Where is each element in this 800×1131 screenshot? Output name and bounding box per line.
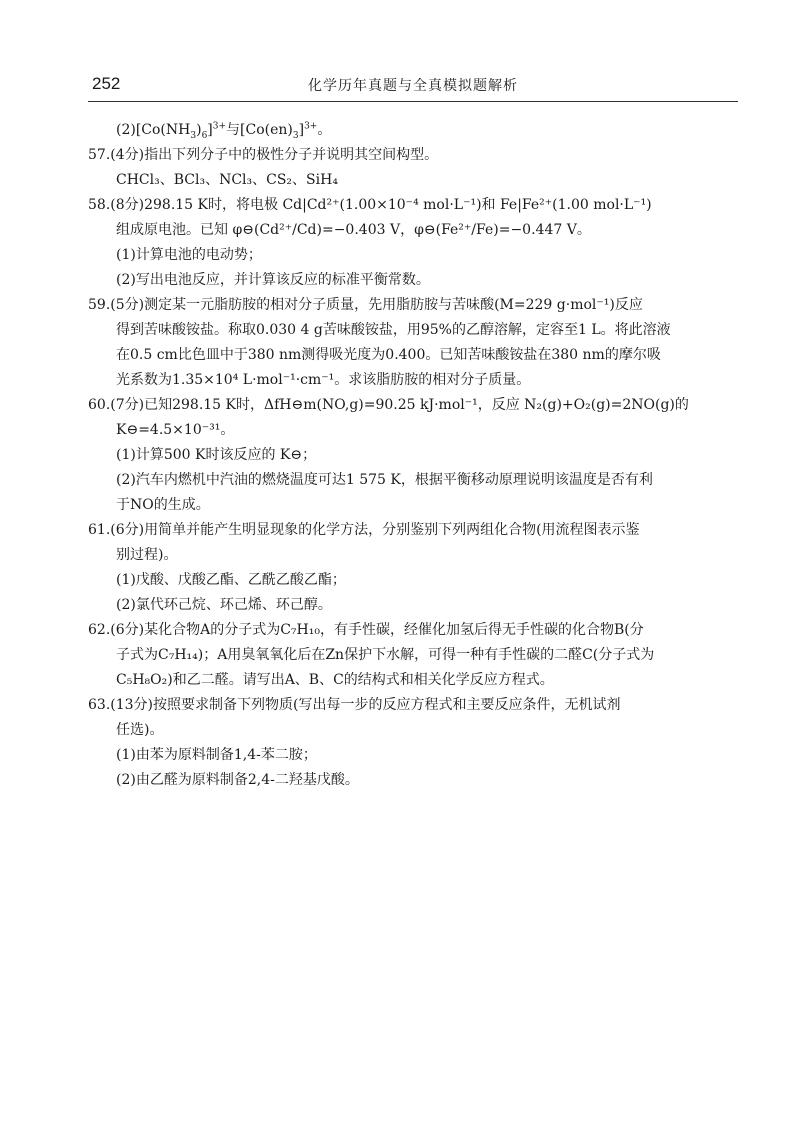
question-60-line-1: 60.(7分)已知298.15 K时，ΔfH⊖m(NO,g)=90.25 kJ·mol⁻¹，反应 N₂(g)+O₂(g)=2NO(g)的 — [88, 397, 689, 413]
question-63-line-1: 63.(13分)按照要求制备下列物质(写出每一步的反应方程式和主要反应条件，无机试剂 — [88, 697, 621, 713]
question-59-line-2: 得到苦味酸铵盐。称取0.030 4 g苦味酸铵盐，用95%的乙醇溶解，定容至1 L。将此溶液 — [116, 322, 671, 338]
header-rule — [88, 101, 738, 102]
question-61-part-1: (1)戊酸、戊酸乙酯、乙酰乙酸乙酯； — [116, 572, 346, 588]
question-63-part-2: (2)由乙醛为原料制备2,4-二羟基戊酸。 — [116, 772, 359, 788]
question-60-line-2: K⊖=4.5×10⁻³¹。 — [116, 422, 235, 438]
question-58-line-1: 58.(8分)298.15 K时，将电极 Cd|Cd²⁺(1.00×10⁻⁴ mol·L⁻¹)和 Fe|Fe²⁺(1.00 mol·L⁻¹) — [88, 197, 652, 213]
question-62-line-3: C₅H₈O₂)和乙二醛。请写出A、B、C的结构式和相关化学反应方程式。 — [116, 672, 554, 688]
line-co-complexes: $(2)[Co(NH_3)_6]^{3+}$与$[Co(en)_3]^{3+}$。 — [116, 121, 332, 141]
question-59-line-4: 光系数为1.35×10⁴ L·mol⁻¹·cm⁻¹。求该脂肪胺的相对分子质量。 — [116, 372, 531, 388]
question-61-part-2: (2)氯代环己烷、环己烯、环己醇。 — [116, 597, 332, 613]
question-62-line-1: 62.(6分)某化合物A的分子式为C₇H₁₀，有手性碳，经催化加氢后得无手性碳的化合物B(分 — [88, 622, 644, 638]
question-62-line-2: 子式为C₇H₁₄)；A用臭氧氧化后在Zn保护下水解，可得一种有手性碳的二醛C(分子式为 — [116, 647, 655, 663]
book-title: 化学历年真题与全真模拟题解析 — [308, 78, 518, 94]
question-61-line-1: 61.(6分)用简单并能产生明显现象的化学方法，分别鉴别下列两组化合物(用流程图表示鉴 — [88, 522, 640, 538]
question-63-line-2: 任选)。 — [116, 722, 164, 738]
question-61-line-2: 别过程)。 — [116, 547, 178, 563]
question-58-part-2: (2)写出电池反应，并计算该反应的标准平衡常数。 — [116, 272, 430, 288]
page-content — [88, 118, 738, 793]
question-60-part-1: (1)计算500 K时该反应的 K⊖； — [116, 447, 317, 463]
question-57-molecules: CHCl₃、BCl₃、NCl₃、CS₂、SiH₄ — [116, 172, 338, 188]
question-57: 57.(4分)指出下列分子中的极性分子并说明其空间构型。 — [88, 147, 439, 163]
question-63-part-1: (1)由苯为原料制备1,4-苯二胺； — [116, 747, 317, 763]
question-58-line-2: 组成原电池。已知 φ⊖(Cd²⁺/Cd)=−0.403 V，φ⊖(Fe²⁺/Fe)=−0.447 V。 — [116, 222, 591, 238]
question-58-part-1: (1)计算电池的电动势； — [116, 247, 262, 263]
page-header — [88, 66, 738, 104]
question-59-line-1: 59.(5分)测定某一元脂肪胺的相对分子质量，先用脂肪胺与苦味酸(M=229 g·mol⁻¹)反应 — [88, 297, 643, 313]
question-60-part-2-line-1: (2)汽车内燃机中汽油的燃烧温度可达1 575 K，根据平衡移动原理说明该温度是否有利 — [116, 472, 653, 488]
page-number: 252 — [92, 74, 121, 93]
question-60-part-2-line-2: 于NO的生成。 — [116, 497, 210, 513]
question-59-line-3: 在0.5 cm比色皿中于380 nm测得吸光度为0.400。已知苦味酸铵盐在380 nm的摩尔吸 — [116, 347, 661, 363]
